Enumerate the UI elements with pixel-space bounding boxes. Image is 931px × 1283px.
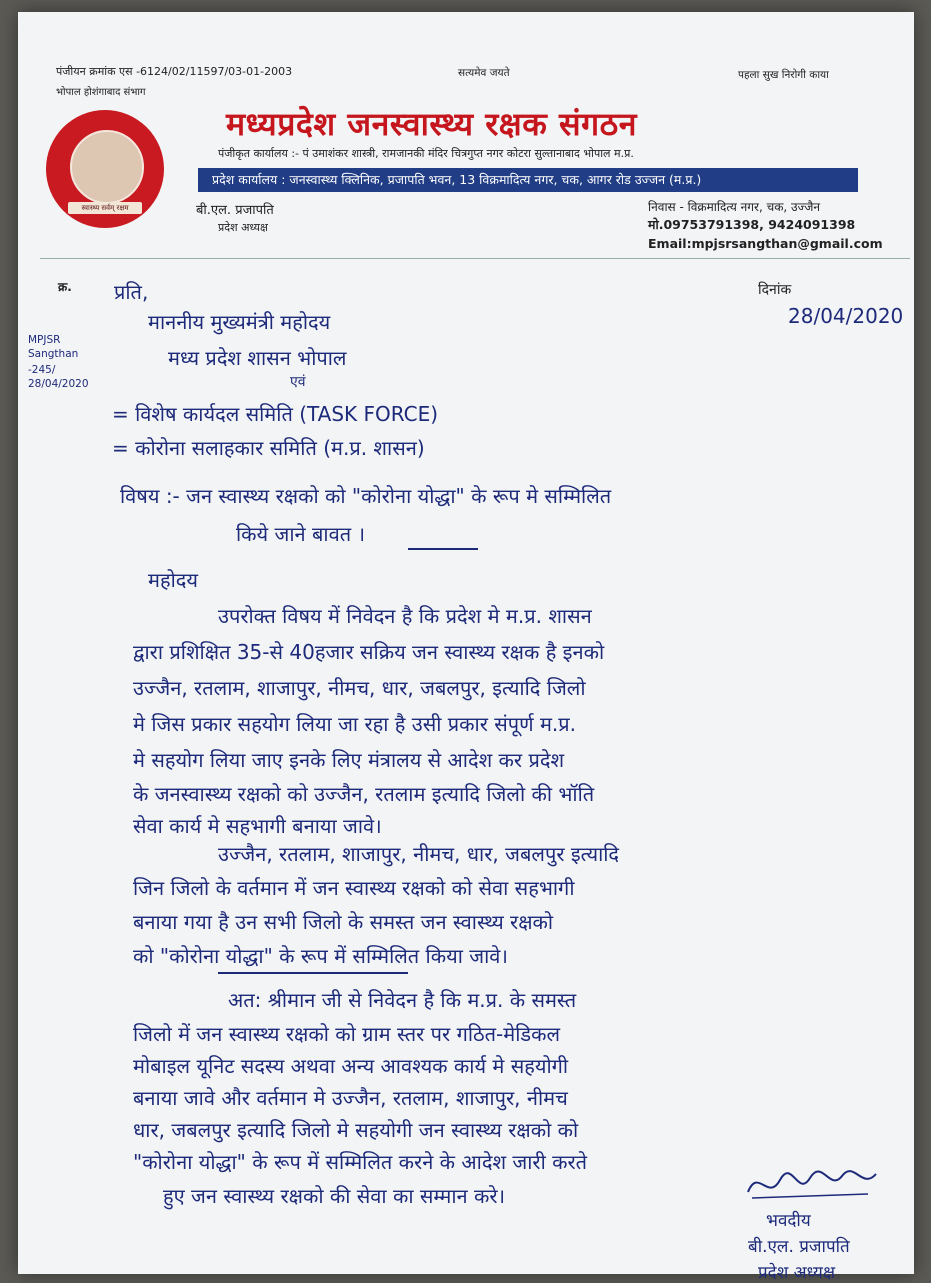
- date-label: दिनांक: [758, 282, 792, 298]
- body-line: उज्जैन, रतलाम, शाजापुर, नीमच, धार, जबलपुर इत्यादि: [218, 842, 620, 866]
- motto-center: सत्यमेव जयते: [458, 67, 510, 79]
- body-line: को "कोरोना योद्धा" के रूप में सम्मिलित किया जावे।: [133, 944, 508, 968]
- president-name: बी.एल. प्रजापति: [196, 203, 274, 218]
- body-line: मे जिस प्रकार सहयोग लिया जा रहा है उसी प्रकार संपूर्ण म.प्र.: [133, 712, 577, 736]
- body-line: धार, जबलपुर इत्यादि जिलो मे सहयोगी जन स्वास्थ्य रक्षको को: [133, 1118, 579, 1142]
- reference-label: क्र.: [58, 280, 72, 294]
- margin-note-line: 28/04/2020: [28, 378, 89, 390]
- subject-underline: [408, 548, 478, 550]
- body-line: अत: श्रीमान जी से निवेदन है कि म.प्र. के समस्त: [228, 988, 577, 1012]
- body-line: उज्जैन, रतलाम, शाजापुर, नीमच, धार, जबलपुर, इत्यादि जिलो: [133, 676, 586, 700]
- addressee-line: एवं: [290, 374, 306, 390]
- letterhead-divider: [40, 258, 910, 259]
- president-title: प्रदेश अध्यक्ष: [218, 221, 268, 234]
- seal-tagline: स्वास्थ्य सर्वम् रक्षम: [68, 202, 142, 214]
- corona-warrior-underline: [218, 972, 408, 974]
- body-line: बनाया गया है उन सभी जिलो के समस्त जन स्वास्थ्य रक्षको: [133, 910, 554, 934]
- body-line: जिन जिलो के वर्तमान में जन स्वास्थ्य रक्षको को सेवा सहभागी: [133, 876, 575, 900]
- organization-title: मध्यप्रदेश जनस्वास्थ्य रक्षक संगठन: [226, 105, 637, 143]
- body-line: उपरोक्त विषय में निवेदन है कि प्रदेश मे म.प्र. शासन: [218, 604, 592, 628]
- body-line: हुए जन स्वास्थ्य रक्षको की सेवा का सम्मान करे।: [163, 1184, 506, 1208]
- margin-note-line: -245/: [28, 364, 56, 376]
- signatory-name: बी.एल. प्रजापति: [748, 1237, 850, 1257]
- residence-address: निवास - विक्रमादित्य नगर, चक, उज्जैन: [648, 200, 821, 214]
- mobile-numbers: मो.09753791398, 9424091398: [648, 217, 856, 232]
- registered-office: पंजीकृत कार्यालय :- पं उमाशंकर शास्त्री, रामजानकी मंदिर चित्रगुप्त नगर कोटरा सुल्तानाबाद भोपाल म.प्र.: [218, 147, 634, 160]
- body-line: "कोरोना योद्धा" के रूप में सम्मिलित करने के आदेश जारी करते: [133, 1150, 588, 1174]
- margin-note-line: MPJSR: [28, 334, 61, 346]
- addressee-to: प्रति,: [114, 280, 149, 304]
- signatory-title: प्रदेश अध्यक्ष: [758, 1263, 836, 1283]
- letter-date: 28/04/2020: [788, 304, 904, 328]
- body-line: सेवा कार्य मे सहभागी बनाया जावे।: [133, 814, 382, 838]
- salutation: महोदय: [148, 568, 198, 592]
- division-name: भोपाल होशंगाबाद संभाग: [56, 87, 146, 98]
- body-line: जिलो में जन स्वास्थ्य रक्षको को ग्राम स्तर पर गठित-मेडिकल: [133, 1022, 561, 1046]
- registration-number: पंजीयन क्रमांक एस -6124/02/11597/03-01-2003: [56, 65, 293, 78]
- body-line: मे सहयोग लिया जाए इनके लिए मंत्रालय से आदेश कर प्रदेश: [133, 748, 565, 772]
- copy-to-item: = कोरोना सलाहकार समिति (म.प्र. शासन): [112, 436, 425, 460]
- copy-to-item: = विशेष कार्यदल समिति (TASK FORCE): [112, 402, 439, 426]
- motto-right: पहला सुख निरोगी काया: [738, 69, 829, 81]
- handwritten-signature: [738, 1162, 888, 1206]
- body-line: द्वारा प्रशिक्षित 35-से 40हजार सक्रिय जन स्वास्थ्य रक्षक है इनको: [133, 640, 605, 664]
- closing-bhavdiya: भवदीय: [766, 1211, 811, 1231]
- letter-page: [18, 12, 914, 1283]
- addressee-line: माननीय मुख्यमंत्री महोदय: [148, 310, 331, 334]
- email-address: Email:mpjsrsangthan@gmail.com: [648, 236, 883, 251]
- margin-note-line: Sangthan: [28, 348, 79, 360]
- seal-emblem: [70, 130, 144, 204]
- subject-line: विषय :- जन स्वास्थ्य रक्षको को "कोरोना योद्धा" के रूप मे सम्मिलित: [120, 484, 612, 508]
- subject-line: किये जाने बावत ।: [236, 522, 366, 546]
- organization-seal-logo: [46, 110, 164, 228]
- body-line: के जनस्वास्थ्य रक्षको को उज्जैन, रतलाम इत्यादि जिलो की भॉति: [133, 782, 595, 806]
- body-line: बनाया जावे और वर्तमान मे उज्जैन, रतलाम, शाजापुर, नीमच: [133, 1086, 568, 1110]
- addressee-line: मध्य प्रदेश शासन भोपाल: [168, 346, 347, 370]
- body-line: मोबाइल यूनिट सदस्य अथवा अन्य आवश्यक कार्य मे सहयोगी: [133, 1054, 569, 1078]
- state-office-bar: प्रदेश कार्यालय : जनस्वास्थ्य क्लिनिक, प्रजापति भवन, 13 विक्रमादित्य नगर, चक, आगर रोड उज्जन (म.प्र.): [198, 168, 858, 192]
